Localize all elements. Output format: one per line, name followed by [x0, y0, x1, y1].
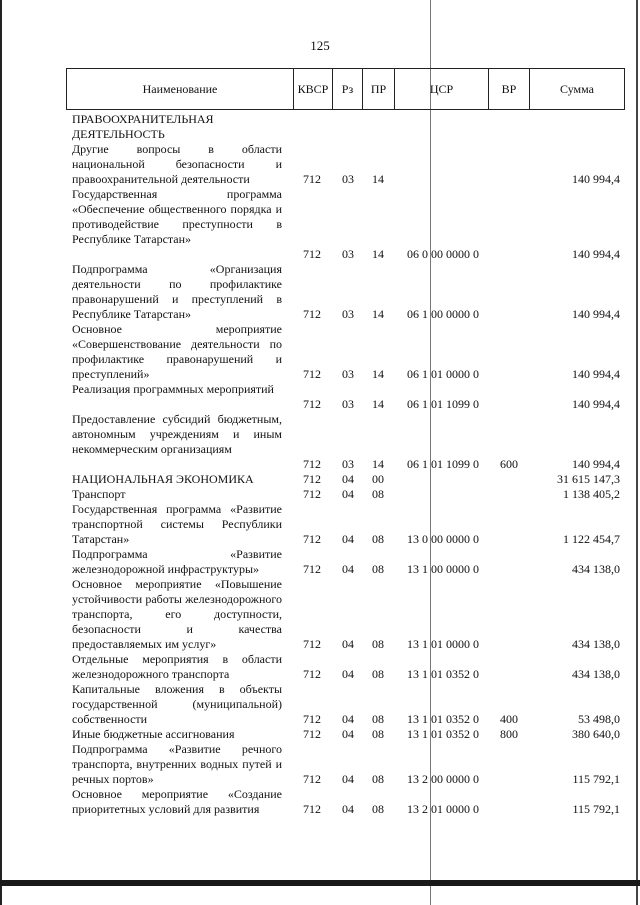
- row-pr: 08: [372, 802, 384, 816]
- row-kvsr: 712: [303, 307, 321, 321]
- row-sum: 140 994,4: [572, 457, 620, 471]
- row-pr: 08: [372, 772, 384, 786]
- row-sum: 140 994,4: [572, 397, 620, 411]
- row-csr: 13 1 01 0000 0: [407, 637, 479, 651]
- row-csr: 13 0 00 0000 0: [407, 532, 479, 546]
- row-vr: 600: [500, 457, 518, 471]
- row-rz: 04: [342, 667, 354, 681]
- row-rz: 04: [342, 472, 354, 486]
- row-kvsr: 712: [303, 532, 321, 546]
- table-row: [0, 322, 640, 382]
- row-csr: 06 1 01 1099 0: [407, 397, 479, 411]
- column-header-kvsr: КВСР: [297, 82, 329, 96]
- row-pr: 14: [372, 172, 384, 186]
- row-kvsr: 712: [303, 487, 321, 501]
- row-sum: 115 792,1: [572, 772, 620, 786]
- row-sum: 53 498,0: [578, 712, 620, 726]
- table-row: [0, 577, 640, 652]
- table-row: [0, 727, 640, 742]
- column-header-csr: ЦСР: [429, 82, 454, 96]
- row-sum: 115 792,1: [572, 802, 620, 816]
- row-rz: 04: [342, 532, 354, 546]
- row-name: Государственная программа «Обеспечение общественного порядка и противодействие преступности в Республике Татарстан»: [72, 187, 282, 246]
- table-body: [0, 112, 640, 817]
- table-row: [0, 262, 640, 322]
- row-rz: 03: [342, 457, 354, 471]
- table-row: [0, 787, 640, 817]
- table-row: [0, 412, 640, 472]
- row-rz: 04: [342, 562, 354, 576]
- table-row: [0, 547, 640, 577]
- row-name: Подпрограмма «Развитие речного транспорта, внутренних водных путей и речных портов»: [72, 742, 282, 786]
- row-kvsr: 712: [303, 712, 321, 726]
- row-name: Основное мероприятие «Повышение устойчивости работы железнодорожного транспорта, его доступности, безопасности и качества предоставляемых им услуг»: [72, 577, 282, 651]
- row-name: Отдельные мероприятия в области железнодорожного транспорта: [72, 652, 282, 681]
- row-rz: 03: [342, 307, 354, 321]
- row-vr: 800: [500, 727, 518, 741]
- column-header-name: Наименование: [142, 82, 218, 96]
- column-header-rz: Рз: [341, 82, 354, 96]
- row-csr: 13 1 01 0352 0: [407, 712, 479, 726]
- row-name: Реализация программных мероприятий: [72, 382, 274, 396]
- row-kvsr: 712: [303, 772, 321, 786]
- row-pr: 08: [372, 727, 384, 741]
- column-header-vr: ВР: [501, 82, 517, 96]
- row-sum: 140 994,4: [572, 172, 620, 186]
- row-sum: 1 122 454,7: [563, 532, 620, 546]
- row-rz: 03: [342, 247, 354, 261]
- row-rz: 04: [342, 637, 354, 651]
- row-rz: 03: [342, 172, 354, 186]
- row-name: Основное мероприятие «Создание приоритетных условий для развития: [72, 787, 282, 816]
- page-bottom-edge: [0, 880, 640, 886]
- row-sum: 140 994,4: [572, 247, 620, 261]
- row-kvsr: 712: [303, 367, 321, 381]
- row-sum: 1 138 405,2: [563, 487, 620, 501]
- row-sum: 140 994,4: [572, 367, 620, 381]
- row-pr: 14: [372, 367, 384, 381]
- row-name: Другие вопросы в области национальной безопасности и правоохранительной деятельности: [72, 142, 282, 186]
- row-kvsr: 712: [303, 727, 321, 741]
- row-name: Предоставление субсидий бюджетным, автономным учреждениям и иным некоммерческим организациям: [72, 412, 282, 456]
- row-pr: 08: [372, 712, 384, 726]
- row-csr: 13 1 00 0000 0: [407, 562, 479, 576]
- row-pr: 08: [372, 487, 384, 501]
- row-vr: 400: [500, 712, 518, 726]
- row-kvsr: 712: [303, 247, 321, 261]
- table-row: [0, 742, 640, 787]
- column-header-pr: ПР: [370, 82, 387, 96]
- row-name: Подпрограмма «Развитие железнодорожной инфраструктуры»: [72, 547, 282, 576]
- row-kvsr: 712: [303, 637, 321, 651]
- row-csr: 13 2 01 0000 0: [407, 802, 479, 816]
- table-row: [0, 682, 640, 727]
- row-csr: 06 1 00 0000 0: [407, 307, 479, 321]
- table-row: [0, 142, 640, 187]
- row-kvsr: 712: [303, 802, 321, 816]
- table-row: [0, 487, 640, 502]
- row-sum: 434 138,0: [572, 562, 620, 576]
- row-csr: 13 1 01 0352 0: [407, 667, 479, 681]
- table-row: [0, 112, 640, 142]
- row-pr: 08: [372, 637, 384, 651]
- row-kvsr: 712: [303, 667, 321, 681]
- row-kvsr: 712: [303, 472, 321, 486]
- row-sum: 31 615 147,3: [557, 472, 620, 486]
- table-header: [66, 68, 625, 110]
- row-kvsr: 712: [303, 457, 321, 471]
- row-name: Иные бюджетные ассигнования: [72, 727, 235, 741]
- row-pr: 08: [372, 667, 384, 681]
- row-rz: 03: [342, 367, 354, 381]
- row-pr: 14: [372, 397, 384, 411]
- row-pr: 14: [372, 247, 384, 261]
- row-pr: 08: [372, 532, 384, 546]
- row-pr: 00: [372, 472, 384, 486]
- row-rz: 03: [342, 397, 354, 411]
- row-pr: 14: [372, 307, 384, 321]
- row-csr: 06 1 01 1099 0: [407, 457, 479, 471]
- row-name: Основное мероприятие «Совершенствование деятельности по профилактике правонарушений и преступлений»: [72, 322, 282, 381]
- row-csr: 13 1 01 0352 0: [407, 727, 479, 741]
- row-sum: 140 994,4: [572, 307, 620, 321]
- row-rz: 04: [342, 712, 354, 726]
- table-row: [0, 382, 640, 412]
- row-name: Транспорт: [72, 487, 126, 501]
- row-name: Капитальные вложения в объекты государственной (муниципальной) собственности: [72, 682, 282, 726]
- row-name: Государственная программа «Развитие транспортной системы Республики Татарстан»: [72, 502, 282, 546]
- row-sum: 434 138,0: [572, 637, 620, 651]
- table-row: [0, 472, 640, 487]
- row-csr: 06 0 00 0000 0: [407, 247, 479, 261]
- row-kvsr: 712: [303, 397, 321, 411]
- table-row: [0, 652, 640, 682]
- table-row: [0, 187, 640, 262]
- row-rz: 04: [342, 727, 354, 741]
- page-number: 125: [310, 38, 330, 53]
- row-rz: 04: [342, 802, 354, 816]
- row-pr: 14: [372, 457, 384, 471]
- row-csr: 13 2 00 0000 0: [407, 772, 479, 786]
- row-pr: 08: [372, 562, 384, 576]
- row-name: ПРАВООХРАНИТЕЛЬНАЯ ДЕЯТЕЛЬНОСТЬ: [72, 112, 214, 141]
- row-name: НАЦИОНАЛЬНАЯ ЭКОНОМИКА: [72, 472, 254, 486]
- row-rz: 04: [342, 772, 354, 786]
- table-row: [0, 502, 640, 547]
- row-name: Подпрограмма «Организация деятельности по профилактике правонарушений и преступлений в Республике Татарстан»: [72, 262, 282, 321]
- row-kvsr: 712: [303, 172, 321, 186]
- column-header-sum: Сумма: [560, 82, 594, 96]
- row-kvsr: 712: [303, 562, 321, 576]
- row-sum: 380 640,0: [572, 727, 620, 741]
- row-rz: 04: [342, 487, 354, 501]
- row-sum: 434 138,0: [572, 667, 620, 681]
- row-csr: 06 1 01 0000 0: [407, 367, 479, 381]
